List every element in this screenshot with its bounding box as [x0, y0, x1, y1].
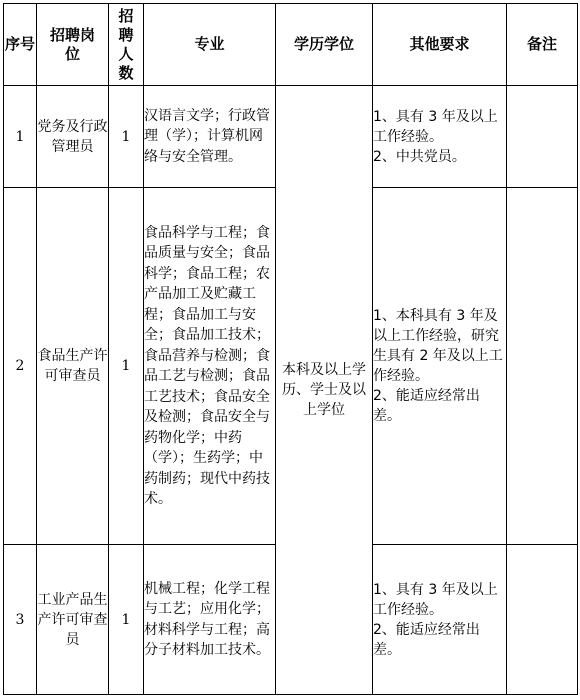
row-requirements	[373, 188, 507, 545]
degree-requirement-cell: 本科及以上学历、学士及以上学位	[276, 86, 373, 695]
header-note: 备注	[507, 4, 578, 86]
requirement-item: 2、能适应经常出差。	[373, 621, 480, 658]
row-note	[507, 86, 578, 188]
row-position: 食品生产许可审查员	[37, 188, 109, 545]
row-seq: 1	[4, 86, 37, 188]
requirement-item: 1、具有 3 年及以上工作经验。	[373, 581, 498, 618]
header-row	[4, 4, 578, 86]
header-major: 专业	[144, 4, 276, 86]
header-position: 招聘岗位	[37, 4, 109, 86]
requirement-item: 1、本科具有 3 年及以上工作经验，研究生具有 2 年及以上工作经验。	[373, 308, 503, 384]
recruitment-table	[3, 3, 578, 695]
row-requirements	[373, 545, 507, 695]
row-seq: 2	[4, 188, 37, 545]
row-position: 工业产品生产许可审查员	[37, 545, 109, 695]
row-count: 1	[109, 86, 144, 188]
header-other-requirements: 其他要求	[373, 4, 507, 86]
row-count: 1	[109, 545, 144, 695]
header-seq: 序号	[4, 4, 37, 86]
header-degree: 学历学位	[276, 4, 373, 86]
row-count: 1	[109, 188, 144, 545]
row-seq: 3	[4, 545, 37, 695]
row-position: 党务及行政管理员	[37, 86, 109, 188]
row-major: 食品科学与工程；食品质量与安全；食品科学；食品工程；农产品加工及贮藏工程；食品加工与安全；食品加工技术；食品营养与检测；食品工艺与检测；食品工艺技术；食品安全及检测；食品安全与药物化学；中药（学）；生药学；中药制药；现代中药技术。	[144, 188, 276, 545]
row-major: 机械工程；化学工程与工艺；应用化学；材料科学与工程；高分子材料加工技术。	[144, 545, 276, 695]
row-note	[507, 545, 578, 695]
requirement-item: 2、能适应经常出差。	[373, 388, 480, 424]
row-requirements	[373, 86, 507, 188]
requirement-item: 1、具有 3 年及以上工作经验。	[373, 108, 498, 145]
row-note	[507, 188, 578, 545]
table-row	[4, 86, 578, 188]
row-major: 汉语言文学；行政管理（学）；计算机网络与安全管理。	[144, 86, 276, 188]
header-count: 招聘人数	[109, 4, 144, 86]
requirement-item: 2、中共党员。	[373, 148, 466, 165]
